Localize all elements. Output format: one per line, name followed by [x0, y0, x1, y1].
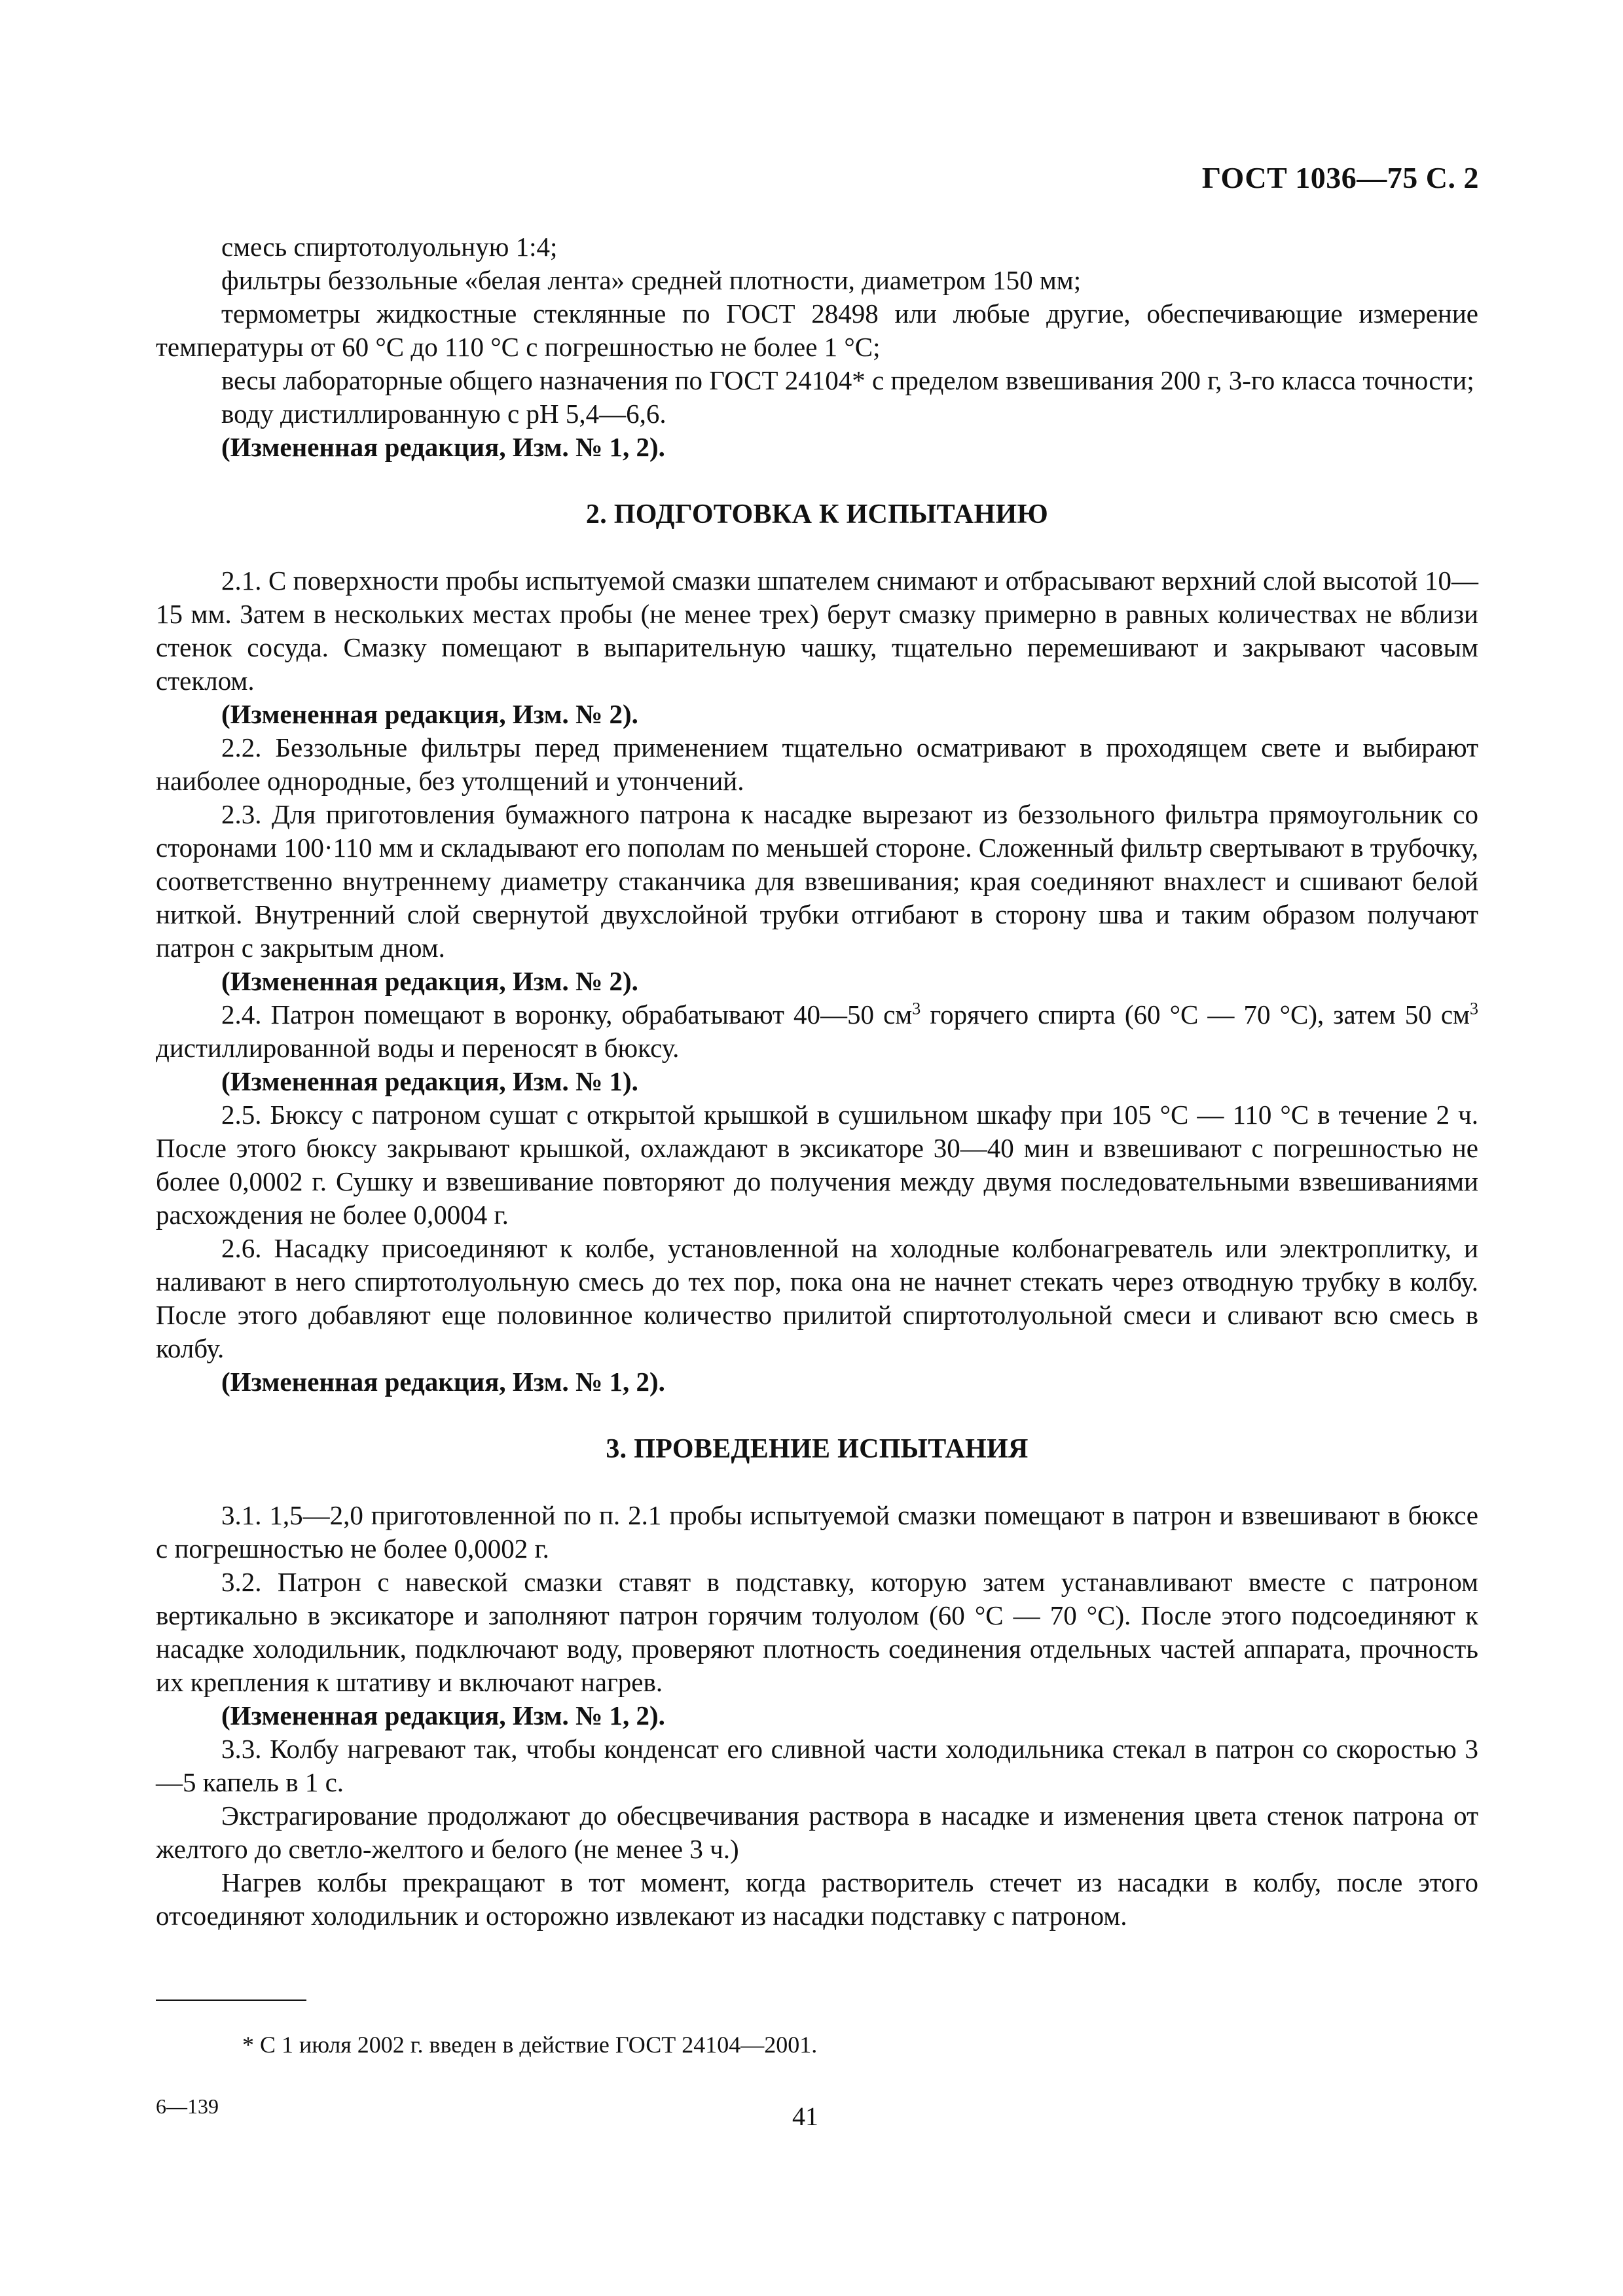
superscript: 3: [912, 999, 921, 1018]
revision-note: (Измененная редакция, Изм. № 1, 2).: [221, 432, 665, 462]
section-3-heading: 3. ПРОВЕДЕНИЕ ИСПЫТАНИЯ: [606, 1434, 1029, 1464]
revision-note: (Измененная редакция, Изм. № 1, 2).: [221, 1700, 665, 1731]
revision-note: (Измененная редакция, Изм. № 1, 2).: [221, 1367, 665, 1397]
paragraph-2-1: 2.1. С поверхности пробы испытуемой смазки шпателем снимают и отбрасывают верхний слой высотой 10—15 мм. Затем в нескольких местах пробы (не менее трех) берут смазку примерно в равных количествах не вблизи стенок сосуда. Смазку помещают в выпарительную чашку, тщательно перемешивают и закрывают часовым стеклом.: [156, 565, 1478, 696]
superscript: 3: [1470, 999, 1478, 1018]
intro-item: термометры жидкостные стеклянные по ГОСТ 28498 или любые другие, обеспечивающие измерение температуры от 60 °С до 110 °С с погрешностью не более 1 °С;: [156, 298, 1478, 362]
paragraph-2-3: 2.3. Для приготовления бумажного патрона к насадке вырезают из беззольного фильтра прямоугольник со сторонами 100·110 мм и складывают его пополам по меньшей стороне. Сложенный фильтр свертывают в трубочку, соответственно внутреннему диаметру стаканчика для взвешивания; края соединяют внахлест и сшивают белой ниткой. Внутренний слой свернутой двухслойной трубки отгибают в сторону шва и таким образом получают патрон с закрытым дном.: [156, 799, 1478, 963]
intro-item: фильтры беззольные «белая лента» средней плотности, диаметром 150 мм;: [221, 265, 1082, 295]
paragraph-2-4-part: дистиллированной воды и переносят в бюксу.: [156, 1033, 680, 1063]
paragraph-2-4: [156, 998, 1478, 1065]
paragraph-3-3-extraction: Экстрагирование продолжают до обесцвечивания раствора в насадке и изменения цвета стенок патрона от желтого до светло-желтого и белого (не менее 3 ч.): [156, 1801, 1478, 1864]
footnote-divider: [156, 2000, 306, 2001]
sheet-code: 6—139: [156, 2094, 219, 2118]
section-2-heading: 2. ПОДГОТОВКА К ИСПЫТАНИЮ: [585, 499, 1049, 529]
paragraph-2-4-part: горячего спирта (60 °С — 70 °С), затем 50 см: [921, 999, 1470, 1030]
page-header: ГОСТ 1036—75 С. 2: [1201, 161, 1479, 194]
paragraph-2-5: 2.5. Бюксу с патроном сушат с открытой крышкой в сушильном шкафу при 105 °С — 110 °С в течение 2 ч. После этого бюксу закрывают крышкой, охлаждают в эксикаторе 30—40 мин и взвешивают с погрешностью не более 0,0002 г. Сушку и взвешивание повторяют до получения между двумя последовательными взвешиваниями расхождения не более 0,0004 г.: [156, 1100, 1478, 1230]
revision-note: (Измененная редакция, Изм. № 2).: [221, 966, 638, 996]
revision-note: (Измененная редакция, Изм. № 1).: [221, 1066, 638, 1096]
paragraph-3-1: 3.1. 1,5—2,0 приготовленной по п. 2.1 пробы испытуемой смазки помещают в патрон и взвешивают в бюксе с погрешностью не более 0,0002 г.: [156, 1500, 1478, 1564]
intro-item: весы лабораторные общего назначения по ГОСТ 24104* с пределом взвешивания 200 г, 3-го класса точности;: [221, 365, 1474, 395]
paragraph-3-3-stop: Нагрев колбы прекращают в тот момент, когда растворитель стечет из насадки в колбу, после этого отсоединяют холодильник и осторожно извлекают из насадки подставку с патроном.: [156, 1867, 1478, 1931]
paragraph-2-6: 2.6. Насадку присоединяют к колбе, установленной на холодные колбонагреватель или электроплитку, и наливают в него спиртотолуольную смесь до тех пор, пока она не начнет стекать через отводную трубку в колбу. После этого добавляют еще половинное количество прилитой спиртотолуольной смеси и сливают всю смесь в колбу.: [156, 1233, 1478, 1363]
revision-note: (Измененная редакция, Изм. № 2).: [221, 699, 638, 729]
paragraph-2-4-part: 2.4. Патрон помещают в воронку, обрабатывают 40—50 см: [221, 999, 913, 1030]
page-number: 41: [792, 2102, 818, 2131]
paragraph-3-2: 3.2. Патрон с навеской смазки ставят в подставку, которую затем устанавливают вместе с патроном вертикально в эксикаторе и заполняют патрон горячим толуолом (60 °С — 70 °С). После этого подсоединяют к насадке холодильник, подключают воду, проверяют плотность соединения отдельных частей аппарата, прочность их крепления к штативу и включают нагрев.: [156, 1567, 1478, 1697]
paragraph-3-3: 3.3. Колбу нагревают так, чтобы конденсат его сливной части холодильника стекал в патрон со скоростью 3—5 капель в 1 с.: [156, 1734, 1478, 1797]
intro-item: смесь спиртотолуольную 1:4;: [221, 232, 558, 262]
footnote: * С 1 июля 2002 г. введен в действие ГОСТ 24104—2001.: [242, 2032, 818, 2058]
paragraph-2-2: 2.2. Беззольные фильтры перед применением тщательно осматривают в проходящем свете и выбирают наиболее однородные, без утолщений и утончений.: [156, 732, 1478, 796]
intro-item: воду дистиллированную с рН 5,4—6,6.: [221, 399, 666, 429]
document-body: [156, 230, 1478, 1933]
